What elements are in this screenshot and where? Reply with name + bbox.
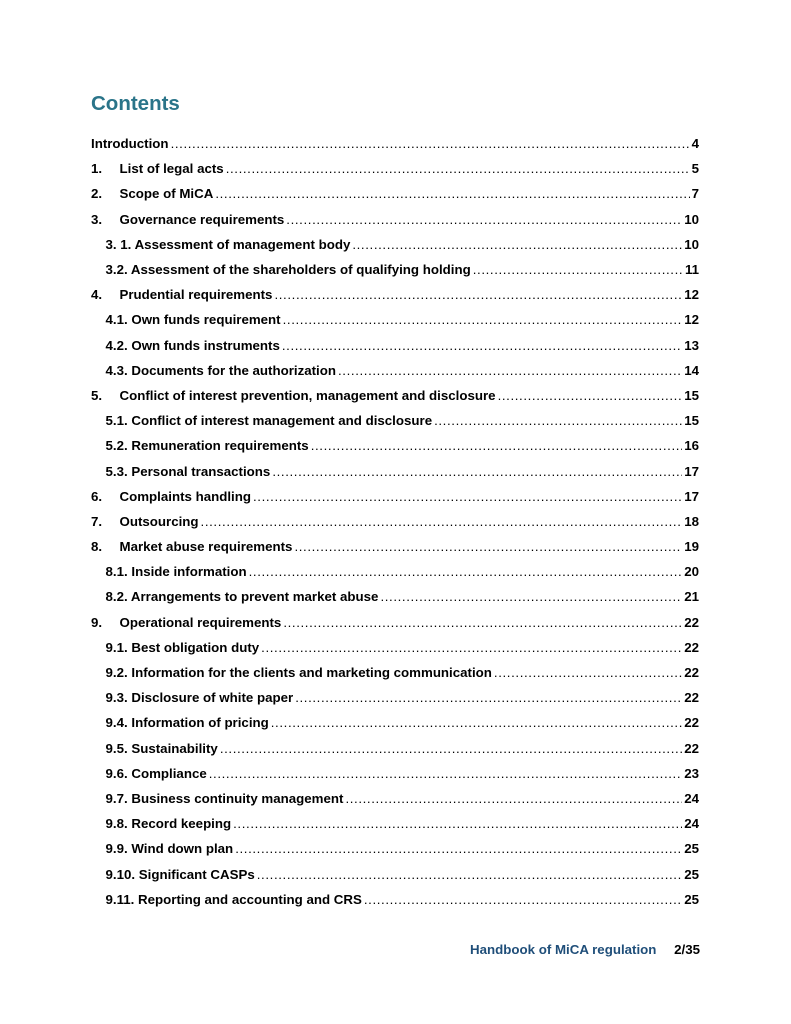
toc-entry-page-number: 14	[684, 362, 699, 378]
toc-entry-title: Introduction	[91, 136, 169, 152]
toc-entry-title: Prudential requirements	[119, 287, 273, 303]
toc-entry-title: 9.2. Information for the clients and marketing communication	[105, 665, 492, 681]
toc-entry[interactable]	[91, 408, 699, 433]
toc-entry-number: 7.	[91, 513, 103, 529]
toc-entry[interactable]	[91, 584, 699, 609]
toc-entry-title: 4.2. Own funds instruments	[105, 337, 280, 353]
toc-entry-number: 8.	[91, 539, 103, 555]
toc-dot-leader	[201, 514, 683, 529]
toc-entry[interactable]	[91, 836, 699, 861]
toc-dot-leader	[434, 413, 682, 428]
toc-entry-page-number: 5	[691, 161, 699, 177]
toc-dot-leader	[311, 438, 682, 453]
toc-dot-leader	[274, 287, 682, 302]
toc-dot-leader	[345, 791, 682, 806]
toc-entry-page-number: 22	[684, 740, 699, 756]
toc-entry[interactable]	[91, 131, 699, 156]
footer-page-number: 2/35	[674, 942, 700, 957]
toc-entry-page-number: 10	[684, 211, 699, 227]
toc-dot-leader	[282, 338, 682, 353]
toc-entry-title: 3. 1. Assessment of management body	[105, 236, 351, 252]
toc-dot-leader	[253, 489, 682, 504]
toc-entry-title: 8.1. Inside information	[105, 564, 247, 580]
toc-entry-number: 6.	[91, 488, 103, 504]
toc-entry-title: 9.8. Record keeping	[105, 816, 232, 832]
toc-entry[interactable]	[91, 383, 699, 408]
toc-dot-leader	[473, 262, 683, 277]
toc-entry-title: 9.10. Significant CASPs	[105, 866, 255, 882]
toc-entry-title: 9.6. Compliance	[105, 765, 207, 781]
toc-dot-leader	[283, 615, 682, 630]
toc-dot-leader	[271, 715, 682, 730]
toc-entry-title: Complaints handling	[119, 488, 251, 504]
toc-entry-page-number: 21	[684, 589, 699, 605]
toc-dot-leader	[494, 665, 682, 680]
toc-entry-page-number: 15	[684, 387, 699, 403]
toc-entry-page-number: 24	[684, 816, 699, 832]
toc-entry-page-number: 18	[684, 513, 699, 529]
toc-entry[interactable]	[91, 710, 699, 735]
toc-entry[interactable]	[91, 207, 699, 232]
toc-entry-page-number: 10	[684, 236, 699, 252]
toc-entry[interactable]	[91, 811, 699, 836]
toc-entry-title: 9.7. Business continuity management	[105, 790, 344, 806]
toc-entry[interactable]	[91, 484, 699, 509]
toc-dot-leader	[364, 892, 682, 907]
toc-dot-leader	[171, 136, 690, 151]
table-of-contents	[91, 131, 699, 912]
toc-entry[interactable]	[91, 333, 699, 358]
toc-entry-page-number: 17	[684, 488, 699, 504]
toc-dot-leader	[338, 363, 682, 378]
toc-entry-title: List of legal acts	[119, 161, 224, 177]
toc-entry-page-number: 17	[684, 463, 699, 479]
toc-entry[interactable]	[91, 358, 699, 383]
toc-entry[interactable]	[91, 660, 699, 685]
toc-dot-leader	[294, 539, 682, 554]
toc-entry-page-number: 25	[684, 866, 699, 882]
toc-entry[interactable]	[91, 685, 699, 710]
toc-entry-page-number: 7	[691, 186, 699, 202]
toc-dot-leader	[272, 464, 682, 479]
toc-entry-title: Scope of MiCA	[119, 186, 214, 202]
toc-dot-leader	[220, 741, 682, 756]
toc-entry-title: Conflict of interest prevention, management and disclosure	[119, 387, 496, 403]
toc-entry[interactable]	[91, 156, 699, 181]
toc-entry-title: Market abuse requirements	[119, 539, 293, 555]
toc-entry-title: 9.5. Sustainability	[105, 740, 218, 756]
toc-dot-leader	[257, 867, 682, 882]
toc-entry-page-number: 22	[684, 715, 699, 731]
toc-entry-page-number: 23	[684, 765, 699, 781]
toc-entry[interactable]	[91, 433, 699, 458]
page-title: Contents	[91, 92, 180, 115]
toc-entry-title: Outsourcing	[119, 513, 199, 529]
toc-entry-title: 8.2. Arrangements to prevent market abuse	[105, 589, 379, 605]
toc-entry-title: 9.3. Disclosure of white paper	[105, 690, 294, 706]
toc-entry-title: 5.3. Personal transactions	[105, 463, 271, 479]
toc-entry[interactable]	[91, 861, 699, 886]
toc-entry[interactable]	[91, 509, 699, 534]
toc-entry[interactable]	[91, 307, 699, 332]
toc-entry-title: 9.9. Wind down plan	[105, 841, 234, 857]
toc-entry[interactable]	[91, 887, 699, 912]
toc-dot-leader	[209, 766, 682, 781]
toc-entry[interactable]	[91, 534, 699, 559]
toc-entry-title: 4.3. Documents for the authorization	[105, 362, 337, 378]
toc-dot-leader	[261, 640, 682, 655]
toc-entry-number: 2.	[91, 186, 103, 202]
toc-entry[interactable]	[91, 257, 699, 282]
toc-dot-leader	[352, 237, 682, 252]
toc-entry-page-number: 22	[684, 665, 699, 681]
toc-entry-page-number: 19	[684, 539, 699, 555]
toc-dot-leader	[380, 589, 682, 604]
toc-entry-page-number: 12	[684, 287, 699, 303]
toc-entry[interactable]	[91, 181, 699, 206]
page-footer	[470, 942, 700, 957]
toc-entry-number: 9.	[91, 614, 103, 630]
toc-entry[interactable]	[91, 786, 699, 811]
toc-dot-leader	[233, 816, 682, 831]
toc-dot-leader	[235, 841, 682, 856]
toc-entry-page-number: 22	[684, 614, 699, 630]
toc-entry[interactable]	[91, 232, 699, 257]
toc-dot-leader	[286, 212, 682, 227]
toc-entry[interactable]	[91, 736, 699, 761]
toc-entry[interactable]	[91, 559, 699, 584]
toc-dot-leader	[215, 186, 689, 201]
toc-entry-number: 3.	[91, 211, 103, 227]
toc-entry-page-number: 4	[691, 136, 699, 152]
toc-entry-page-number: 25	[684, 841, 699, 857]
toc-entry-title: 3.2. Assessment of the shareholders of qualifying holding	[105, 262, 471, 278]
toc-entry-title: 9.1. Best obligation duty	[105, 639, 260, 655]
toc-entry-title: 9.11. Reporting and accounting and CRS	[105, 891, 362, 907]
toc-entry-page-number: 16	[684, 438, 699, 454]
toc-entry-title: 9.4. Information of pricing	[105, 715, 269, 731]
toc-entry-title: 5.2. Remuneration requirements	[105, 438, 309, 454]
toc-entry-page-number: 15	[684, 413, 699, 429]
toc-entry-number: 1.	[91, 161, 103, 177]
toc-entry-page-number: 13	[684, 337, 699, 353]
toc-dot-leader	[226, 161, 690, 176]
toc-entry-page-number: 22	[684, 639, 699, 655]
toc-entry[interactable]	[91, 610, 699, 635]
toc-entry-page-number: 11	[684, 262, 699, 278]
toc-dot-leader	[283, 312, 683, 327]
toc-entry-title: 5.1. Conflict of interest management and disclosure	[105, 413, 433, 429]
toc-entry[interactable]	[91, 635, 699, 660]
toc-entry[interactable]	[91, 458, 699, 483]
toc-entry[interactable]	[91, 761, 699, 786]
toc-dot-leader	[249, 564, 683, 579]
toc-entry-page-number: 25	[684, 891, 699, 907]
toc-entry[interactable]	[91, 282, 699, 307]
toc-entry-page-number: 20	[684, 564, 699, 580]
toc-entry-page-number: 12	[684, 312, 699, 328]
toc-entry-number: 5.	[91, 387, 103, 403]
toc-entry-page-number: 24	[684, 790, 699, 806]
toc-entry-page-number: 22	[684, 690, 699, 706]
toc-entry-title: Governance requirements	[119, 211, 285, 227]
footer-document-title: Handbook of MiCA regulation	[470, 942, 657, 957]
toc-dot-leader	[295, 690, 682, 705]
toc-dot-leader	[498, 388, 683, 403]
toc-entry-title: 4.1. Own funds requirement	[105, 312, 281, 328]
toc-entry-number: 4.	[91, 287, 103, 303]
toc-entry-title: Operational requirements	[119, 614, 282, 630]
